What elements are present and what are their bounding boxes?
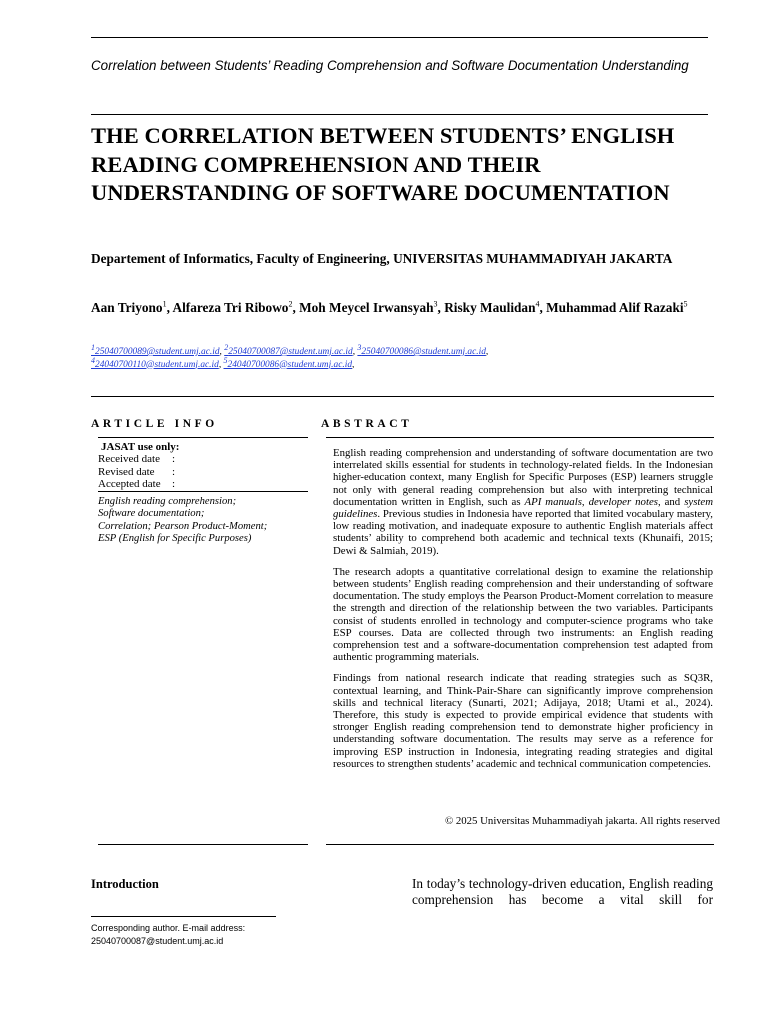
date-sep: : — [172, 477, 176, 490]
author-sep: , — [292, 300, 300, 315]
footnote-line: Corresponding author. E-mail address: — [91, 923, 246, 933]
keyword: ESP (English for Specific Purposes) — [98, 532, 252, 544]
top-rule — [91, 37, 708, 38]
keyword: English reading comprehension; — [98, 496, 237, 507]
abstract-body — [333, 447, 713, 779]
date-label: Accepted date — [98, 477, 161, 490]
email-link[interactable]: $^5$24040700086@student.umj.ac.id — [223, 355, 353, 370]
author-sep: , — [437, 300, 445, 315]
info-bottom-rule-left — [98, 844, 308, 845]
introduction-text: In today’s technology-driven education, English reading comprehension has become a vital skill for — [412, 876, 713, 907]
copyright-notice: © 2025 Universitas Muhammadiyah jakarta. All rights reserved — [444, 815, 720, 827]
author-name: Alfareza Tri Ribowo — [172, 300, 289, 315]
author-list — [91, 299, 716, 316]
author-name: Aan Triyono — [91, 300, 163, 315]
date-sep: : — [172, 453, 176, 466]
abstract-paragraph: Findings from national research indicate that reading strategies such as SQ3R, contextual learning, and Think-Pair-Share can significantly improve comprehension skills and technical literacy (Sunarti, 2021; Adijaya, 2018; Utami et al., 2024). Therefore, this study is expected to provide empirical evidence that students with stronger English reading comprehension tend to demonstrate higher proficiency in understanding software documentation. The results may serve as a reference for improving ESP instruction in Indonesia, integrating reading strategies and digital resources to strengthen students’ academic and technical communication competencies. — [333, 672, 713, 770]
date-sep: : — [172, 465, 176, 478]
paper-title: THE CORRELATION BETWEEN STUDENTS’ ENGLISH READING COMPREHENSION AND THEIR UNDERSTANDING OF SOFTWARE DOCUMENTATION — [91, 123, 675, 205]
jasat-bottom-rule — [98, 491, 308, 492]
abstract-top-rule — [326, 437, 714, 438]
corresponding-author-footnote — [91, 922, 341, 947]
author-sup: 5 — [683, 299, 688, 309]
article-info-heading: ARTICLE INFO — [91, 418, 218, 430]
date-row — [98, 453, 308, 465]
author-emails: $^1$25040700089@student.umj.ac.id, $^2$25040700087@student.umj.ac.id, $^3$25040700086@student.umj.ac.id, $^4$24040700110@student.umj.ac.id, $^5$24040700086@student.umj.ac.id, — [91, 342, 489, 370]
keyword: Correlation; Pearson Product-Moment; — [98, 520, 268, 532]
date-label: Received date — [98, 453, 160, 466]
info-top-rule — [91, 396, 714, 397]
running-header: Correlation between Students’ Reading Comprehension and Software Documentation Understanding — [91, 58, 689, 73]
abstract-paragraph: English reading comprehension and understanding of software documentation are two interrelated skills essential for students in technology-related fields. In the Indonesian higher-education context, many English for Specific Purposes (ESP) learners struggle not only with general reading comprehension but also with interpreting technical documentation written in English, such as API manuals, developer notes, and system guidelines. Previous studies in Indonesia have reported that limited vocabulary mastery, low reading motivation, and inadequate exposure to authentic English materials affect students’ ability to comprehend both academic and technical texts (Khunaifi, 2015; Dewi & Salmiah, 2019). — [333, 447, 713, 557]
jasat-box — [98, 441, 308, 490]
date-row — [98, 466, 308, 478]
author-name: Muhammad Alif Razaki — [546, 300, 684, 315]
author-sup: 4 — [535, 299, 540, 309]
author-sep: , — [539, 300, 547, 315]
footnote-email: 25040700087@student.umj.ac.id — [91, 935, 224, 946]
author-sup: 3 — [433, 299, 438, 309]
author-name: Risky Maulidan — [444, 300, 536, 315]
affiliation: Departement of Informatics, Faculty of Engineering, UNIVERSITAS MUHAMMADIYAH JAKARTA — [91, 251, 673, 266]
email-link[interactable]: $^4$24040700110@student.umj.ac.id — [91, 355, 219, 370]
abstract-heading: ABSTRACT — [321, 418, 413, 430]
date-label: Revised date — [98, 465, 155, 478]
keywords — [98, 496, 308, 545]
info-bottom-rule-right — [326, 844, 714, 845]
date-row — [98, 478, 308, 490]
keyword: Software documentation; — [98, 508, 205, 520]
introduction-heading: Introduction — [91, 877, 159, 891]
email-link[interactable]: $^2$25040700087@student.umj.ac.id — [224, 342, 353, 357]
footnote-rule — [91, 916, 276, 917]
abstract-paragraph: The research adopts a quantitative correlational design to examine the relationship between students’ English reading comprehension and their understanding of software documentation. The study employs the Pearson Product-Moment correlation to measure the strength and direction of the relationship between the two variables. Participants consist of students enrolled in technology and computer-science programs who take ESP courses. Data are collected through two instruments: an English reading comprehension test and a software-documentation comprehension test adapted from authentic programming materials. — [333, 565, 714, 664]
author-name: Moh Meycel Irwansyah — [299, 300, 434, 315]
jasat-top-rule — [98, 437, 308, 438]
author-sup: 2 — [288, 299, 293, 309]
email-link[interactable]: $^1$25040700089@student.umj.ac.id — [91, 342, 220, 357]
email-link[interactable]: $^3$25040700086@student.umj.ac.id — [357, 342, 486, 357]
header-rule — [91, 114, 708, 115]
author-sep: , — [166, 300, 173, 315]
author-sup: 1 — [162, 299, 167, 309]
jasat-title: JASAT use only: — [101, 441, 180, 453]
